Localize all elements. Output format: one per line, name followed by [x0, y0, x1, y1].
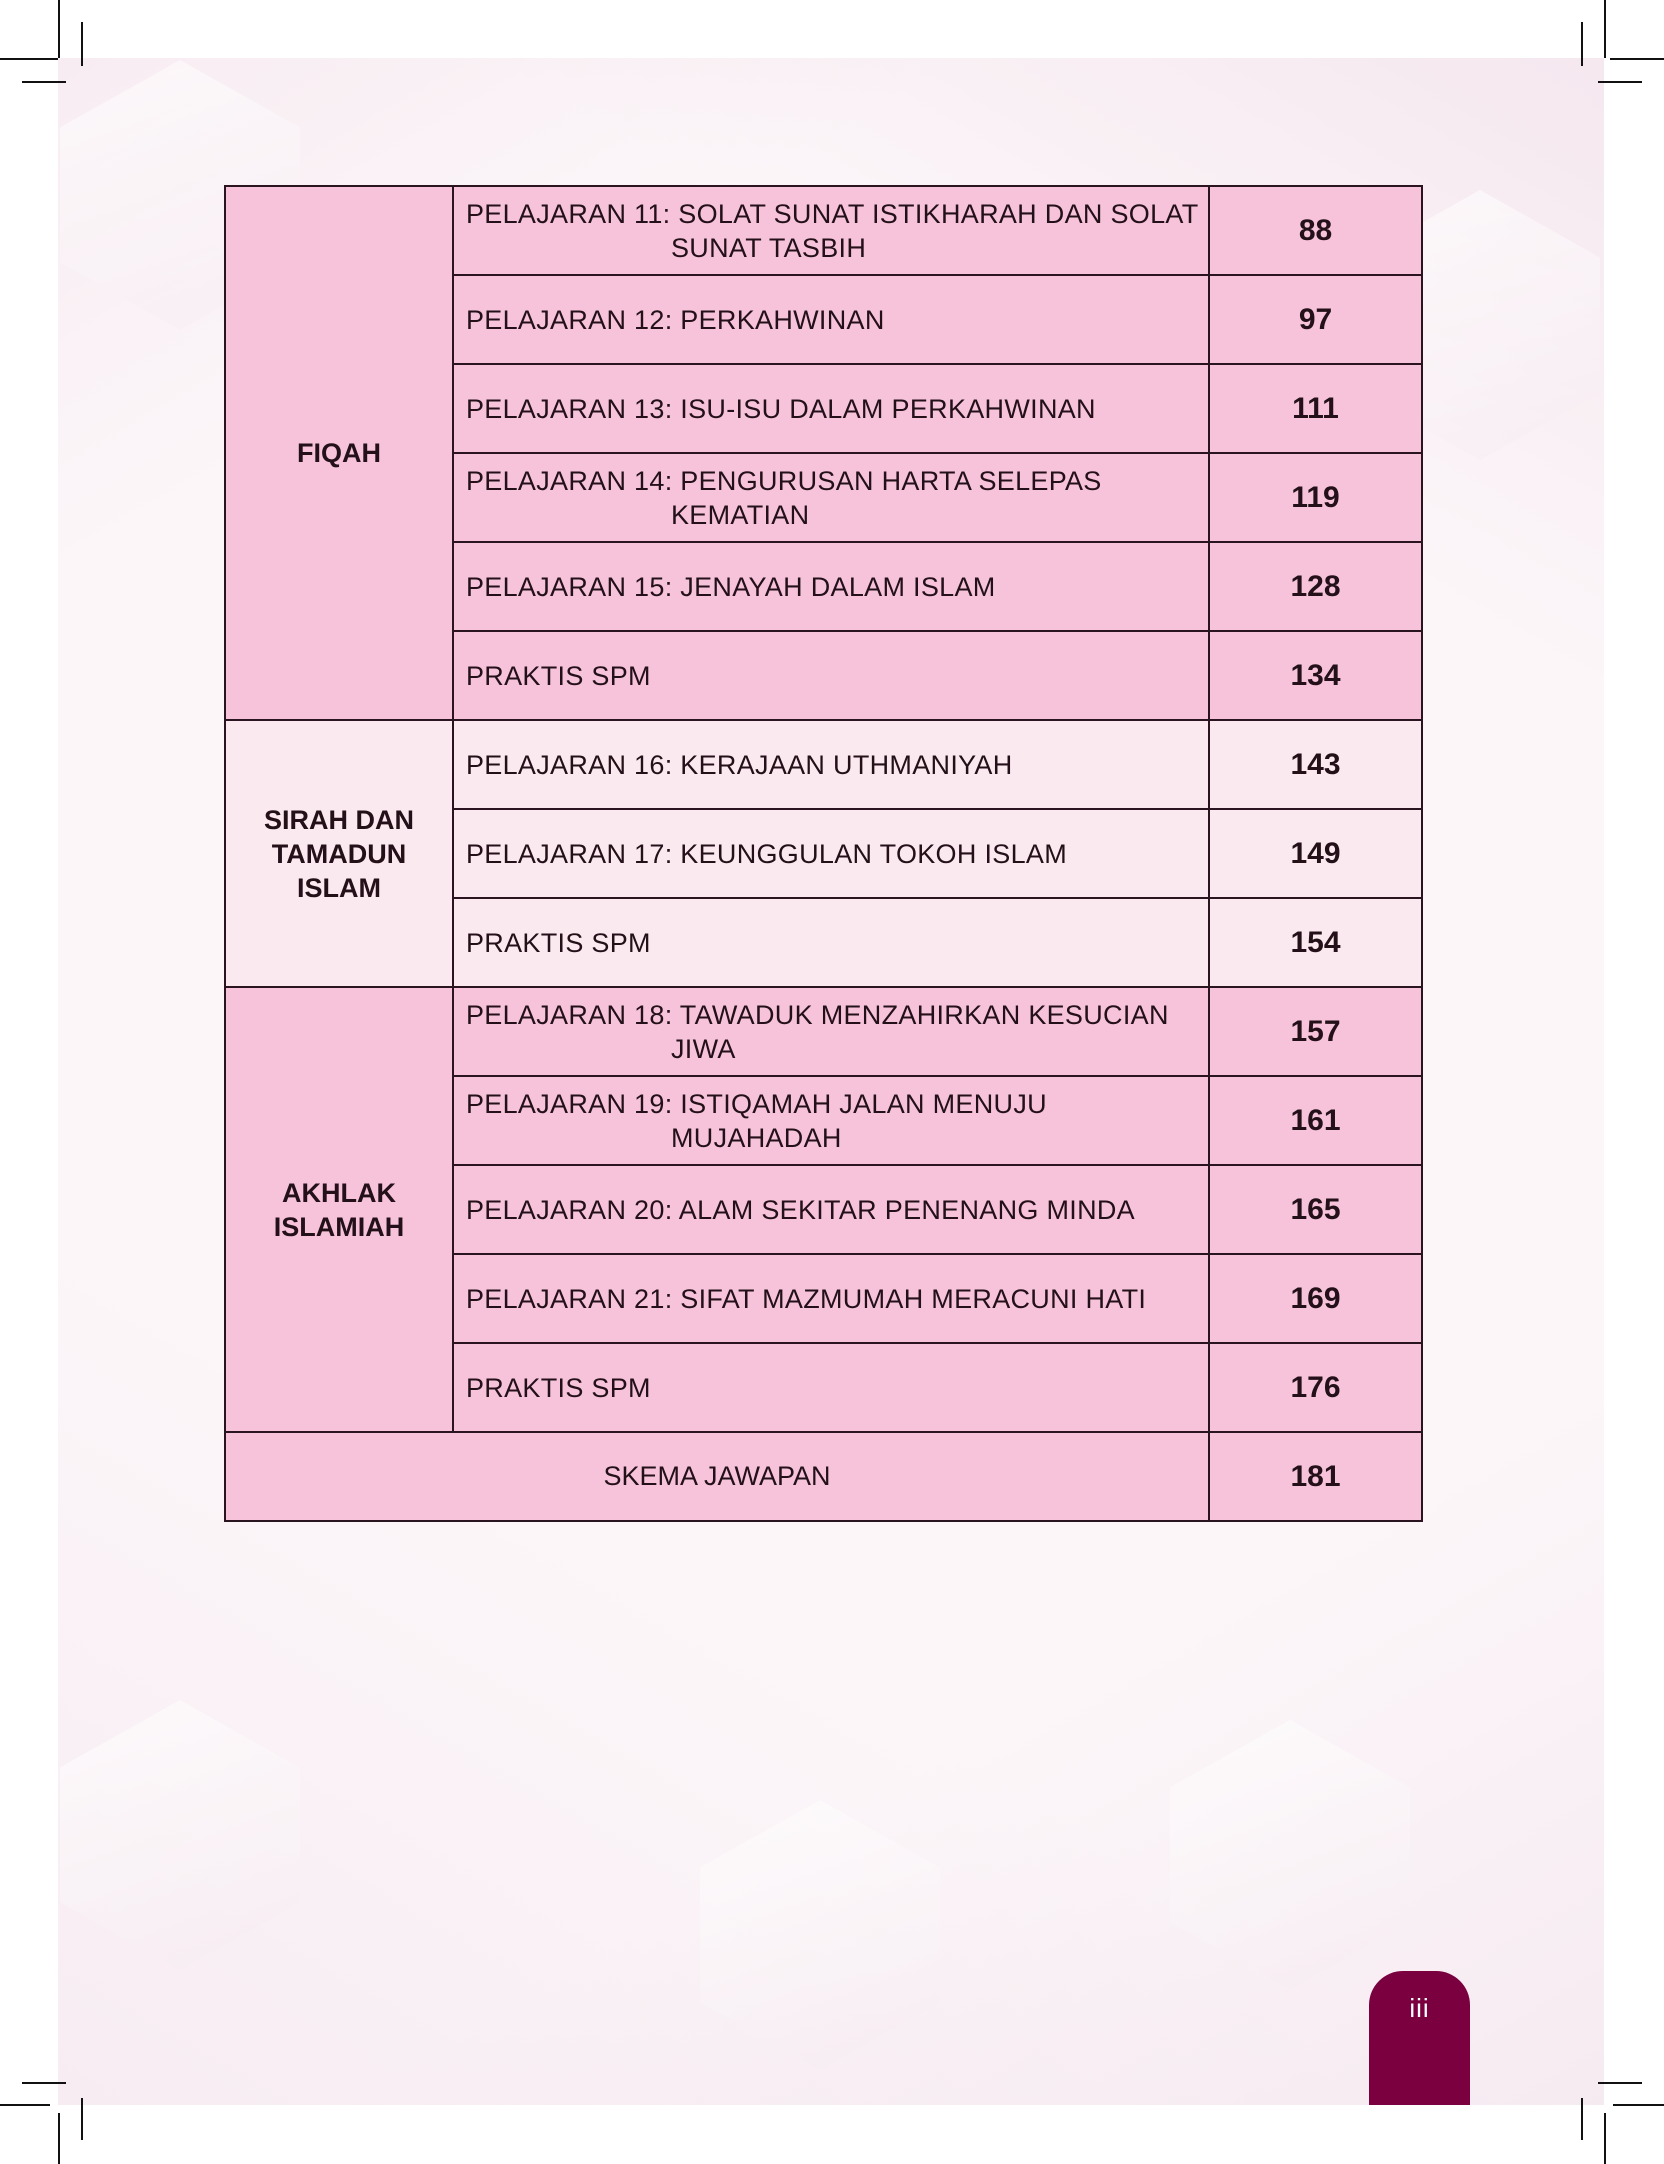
crop-mark — [1598, 2082, 1642, 2084]
page-number-cell: 143 — [1209, 720, 1422, 809]
crop-mark — [1604, 0, 1606, 58]
crop-mark — [81, 2098, 83, 2140]
lesson-title: PELAJARAN 21: SIFAT MAZMUMAH MERACUNI HATI — [466, 1283, 1147, 1314]
page-number-cell: 154 — [1209, 898, 1422, 987]
category-label: FIQAH — [297, 438, 381, 468]
answer-scheme-label: SKEMA JAWAPAN — [225, 1432, 1209, 1521]
page-number: iii — [1409, 1993, 1430, 2023]
lesson-title: PELAJARAN 19: ISTIQAMAH JALAN MENUJU — [466, 1088, 1047, 1119]
lesson-title: PELAJARAN 17: KEUNGGULAN TOKOH ISLAM — [466, 838, 1067, 869]
category-cell — [225, 720, 453, 987]
toc-row — [225, 987, 1422, 1076]
crop-mark — [58, 0, 60, 58]
lesson-title-cell — [453, 453, 1209, 542]
lesson-title-cell — [453, 987, 1209, 1076]
lesson-title-cell — [453, 1343, 1209, 1432]
toc-row — [225, 720, 1422, 809]
crop-mark — [1598, 81, 1642, 83]
page-number-cell: 111 — [1209, 364, 1422, 453]
page-number-cell: 161 — [1209, 1076, 1422, 1165]
page-number-cell: 169 — [1209, 1254, 1422, 1343]
crop-mark — [1604, 2113, 1606, 2164]
category-label: ISLAMIAH — [273, 1211, 405, 1242]
lesson-title-cell — [453, 1254, 1209, 1343]
crop-mark — [22, 81, 66, 83]
page-number-cell: 165 — [1209, 1165, 1422, 1254]
page-number-cell: 119 — [1209, 453, 1422, 542]
page-number-cell: 88 — [1209, 186, 1422, 275]
lesson-title: PRAKTIS SPM — [466, 660, 651, 691]
crop-mark — [1581, 22, 1583, 66]
category-label: AKHLAK — [282, 1177, 396, 1208]
category-label: SIRAH DAN — [263, 804, 414, 835]
lesson-title: PELAJARAN 12: PERKAHWINAN — [466, 304, 885, 335]
lesson-title-continued: KEMATIAN — [671, 499, 810, 530]
page-number-cell: 176 — [1209, 1343, 1422, 1432]
lesson-title-cell — [453, 809, 1209, 898]
lesson-title: PELAJARAN 16: KERAJAAN UTHMANIYAH — [466, 749, 1013, 780]
page-number-badge — [1369, 1971, 1470, 2105]
lesson-title: PELAJARAN 14: PENGURUSAN HARTA SELEPAS — [466, 465, 1102, 496]
lesson-title-cell — [453, 1165, 1209, 1254]
page-number-cell: 157 — [1209, 987, 1422, 1076]
lesson-title-cell — [453, 1076, 1209, 1165]
category-label: ISLAM — [297, 872, 381, 903]
crop-mark — [1581, 2098, 1583, 2140]
category-cell — [225, 186, 453, 720]
table-of-contents — [224, 185, 1423, 1522]
page-number-cell: 134 — [1209, 631, 1422, 720]
crop-mark — [58, 2113, 60, 2164]
page-number-cell: 149 — [1209, 809, 1422, 898]
lesson-title: PELAJARAN 13: ISU-ISU DALAM PERKAHWINAN — [466, 393, 1096, 424]
lesson-title: PELAJARAN 20: ALAM SEKITAR PENENANG MINDA — [466, 1194, 1135, 1225]
lesson-title-continued: MUJAHADAH — [671, 1122, 842, 1153]
crop-mark — [0, 58, 58, 60]
lesson-title-cell — [453, 364, 1209, 453]
category-label: TAMADUN — [271, 838, 407, 869]
lesson-title: PELAJARAN 18: TAWADUK MENZAHIRKAN KESUCIAN — [466, 999, 1169, 1030]
crop-mark — [81, 22, 83, 66]
crop-mark — [1610, 58, 1664, 60]
lesson-title: PELAJARAN 15: JENAYAH DALAM ISLAM — [466, 571, 996, 602]
category-cell — [225, 987, 453, 1432]
crop-mark — [0, 2104, 50, 2106]
lesson-title-cell — [453, 898, 1209, 987]
page-number-cell: 128 — [1209, 542, 1422, 631]
page-number-cell: 97 — [1209, 275, 1422, 364]
lesson-title: PELAJARAN 11: SOLAT SUNAT ISTIKHARAH DAN SOLAT — [466, 198, 1199, 229]
toc-row — [225, 186, 1422, 275]
lesson-title-cell — [453, 542, 1209, 631]
lesson-title-continued: SUNAT TASBIH — [671, 232, 867, 263]
page-number-cell: 181 — [1209, 1432, 1422, 1521]
lesson-title-cell — [453, 186, 1209, 275]
lesson-title-continued: JIWA — [671, 1033, 736, 1064]
lesson-title: PRAKTIS SPM — [466, 1372, 651, 1403]
lesson-title-cell — [453, 720, 1209, 809]
lesson-title-cell — [453, 631, 1209, 720]
answer-scheme-row — [225, 1432, 1422, 1521]
crop-mark — [1613, 2104, 1664, 2106]
lesson-title: PRAKTIS SPM — [466, 927, 651, 958]
crop-mark — [22, 2082, 66, 2084]
lesson-title-cell — [453, 275, 1209, 364]
